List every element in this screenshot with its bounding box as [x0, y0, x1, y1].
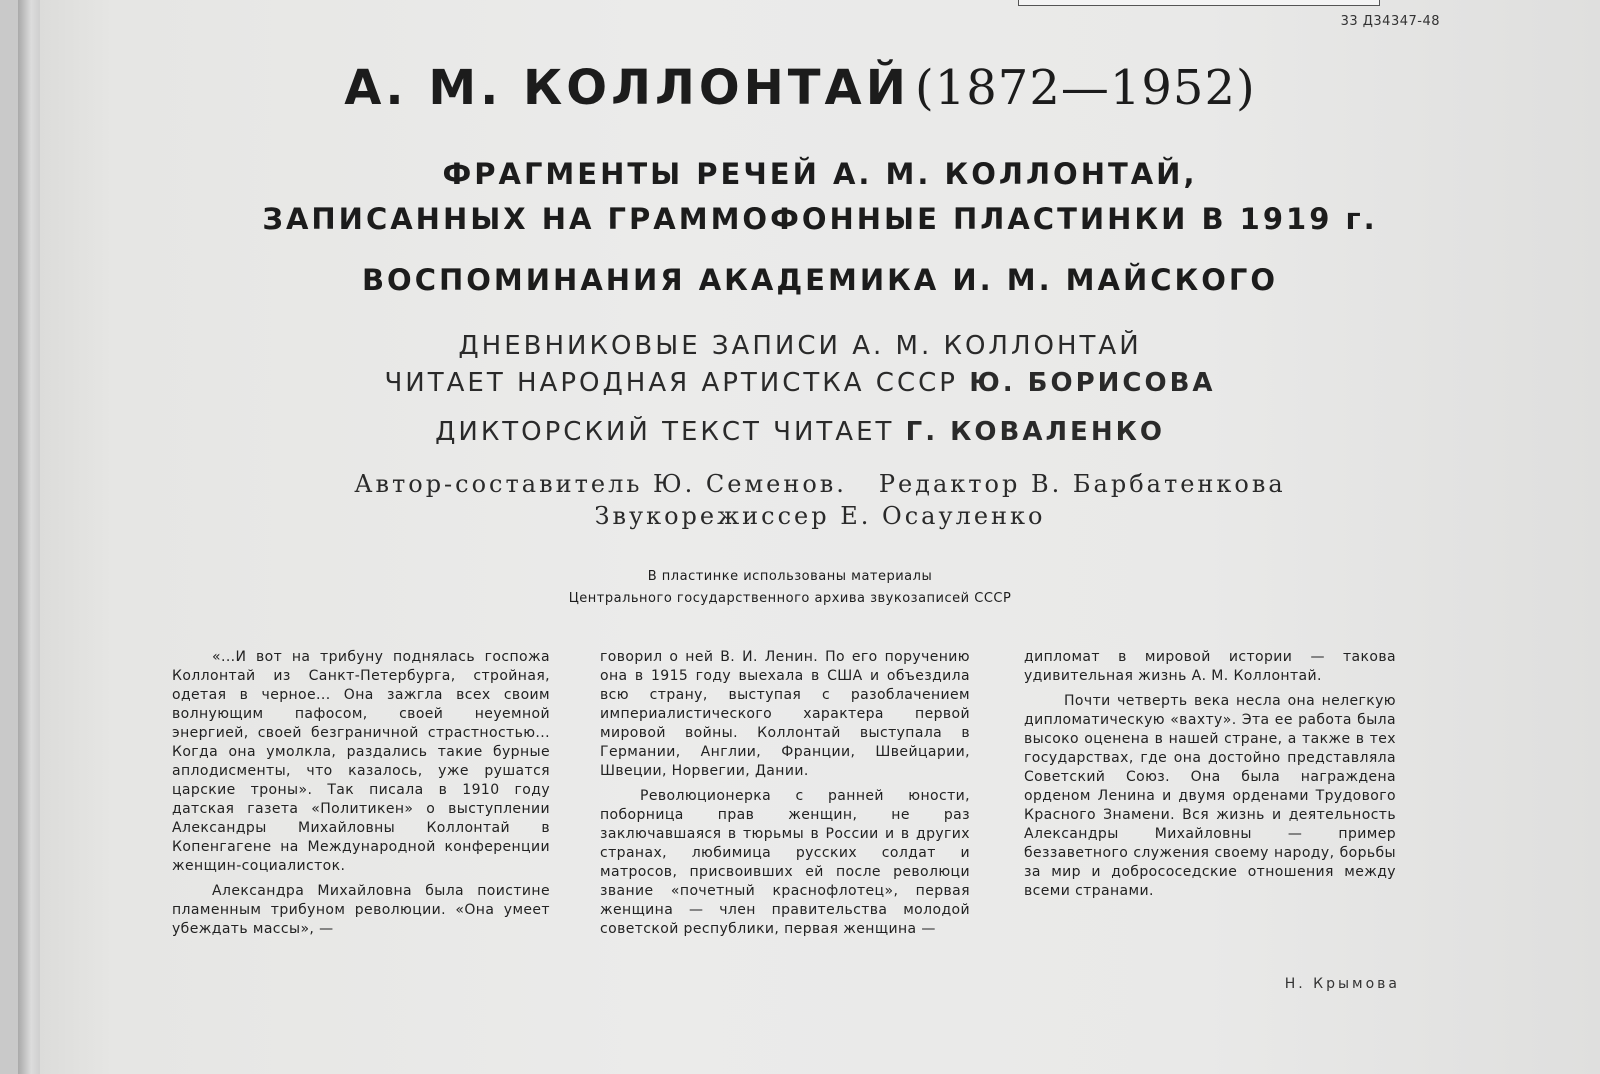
- diary-line-1: ДНЕВНИКОВЫЕ ЗАПИСИ А. М. КОЛЛОНТАЙ: [458, 331, 1142, 361]
- narrator-prefix: ДИКТОРСКИЙ ТЕКСТ ЧИТАЕТ: [435, 417, 895, 447]
- diary-line-2: [0, 365, 1600, 402]
- subtitle-block: [20, 152, 1600, 242]
- diary-reader-title: ЧИТАЕТ НАРОДНАЯ АРТИСТКА СССР: [384, 368, 958, 398]
- materials-line-1: В пластинке использованы материалы: [647, 569, 933, 584]
- text-column-3: [1024, 648, 1396, 907]
- narrator-name: Г. КОВАЛЕНКО: [905, 417, 1165, 447]
- title-name: А. М. КОЛЛОНТАЙ: [344, 60, 910, 116]
- credit-editor: Редактор В. Барбатенкова: [878, 470, 1286, 498]
- subtitle-line-1: ФРАГМЕНТЫ РЕЧЕЙ А. М. КОЛЛОНТАЙ,: [442, 157, 1198, 191]
- catalog-number: 33 Д34347-48: [1340, 14, 1440, 29]
- diary-block: [0, 328, 1600, 402]
- materials-note: [0, 566, 1590, 610]
- column1-paragraph-2: Александра Михайловна была поистине пламенным трибуном революции. «Она умеет убеждать массы», —: [172, 883, 550, 937]
- credits-line-1: [20, 468, 1600, 500]
- credit-sound: Звукорежиссер Е. Осауленко: [594, 502, 1046, 530]
- column2-paragraph-1: говорил о ней В. И. Ленин. По его поручению она в 1915 году выехала в США и объездила всю страну, выступая с разоблачением империалистического характера первой мировой войны. Коллонтай выступала в Германии, Англии, Франции, Швейцарии, Швеции, Норвегии, Дании.: [600, 649, 970, 779]
- text-column-2: [600, 648, 970, 945]
- column2-paragraph-2: Революционерка с ранней юности, поборница прав женщин, не раз заключавшаяся в тюрьмы в России и в других странах, любимица русских солдат и матросов, присвоивших ей после революци звание «почетный краснофлотец», первая женщина — член правительства молодой советской республики, первая женщина —: [600, 788, 970, 937]
- column1-paragraph-1: «...И вот на трибуну поднялась госпожа Коллонтай из Санкт-Петербурга, стройная, одетая в черное... Она зажгла всех своим волнующим пафосом, своей неуемной энергией, своей безграничной страстностью... Когда она умолкла, раздались такие бурные аплодисменты, что казалось, уже рушатся царские троны». Так писала в 1910 году датская газета «Политикен» о выступлении Александры Михайловны Коллонтай в Копенгагене на Международной конференции женщин-социалисток.: [172, 649, 550, 874]
- subtitle-line-2: ЗАПИСАННЫХ НА ГРАММОФОННЫЕ ПЛАСТИНКИ В 1919 г.: [262, 202, 1378, 236]
- title-years: (1872—1952): [914, 60, 1256, 116]
- author-signature: Н. Крымова: [1284, 976, 1400, 992]
- column3-paragraph-2: Почти четверть века несла она нелегкую дипломатическую «вахту». Эта ее работа была высоко оценена в нашей стране, а также в тех государствах, где она достойно представляла Советский Союз. Она была награждена орденом Ленина и двумя орденами Трудового Красного Знамени. Вся жизнь и деятельность Александры Михайловны — пример беззаветного служения своему народу, борьбы за мир и добрососедские отношения между всеми странами.: [1024, 693, 1396, 899]
- materials-line-2: Центрального государственного архива звукозаписей СССР: [568, 591, 1012, 606]
- memoirs-heading: ВОСПОМИНАНИЯ АКАДЕМИКА И. М. МАЙСКОГО: [361, 263, 1279, 297]
- column3-paragraph-1: дипломат в мировой истории — такова удивительная жизнь А. М. Коллонтай.: [1024, 649, 1396, 684]
- text-column-1: [172, 648, 550, 945]
- page-title: [0, 60, 1600, 116]
- credit-author: Автор-составитель Ю. Семенов.: [354, 470, 847, 498]
- diary-reader-name: Ю. БОРИСОВА: [969, 368, 1216, 398]
- narrator-line: [0, 414, 1600, 451]
- sleeve-top-tab: [1018, 0, 1380, 6]
- credits-block: [20, 468, 1600, 532]
